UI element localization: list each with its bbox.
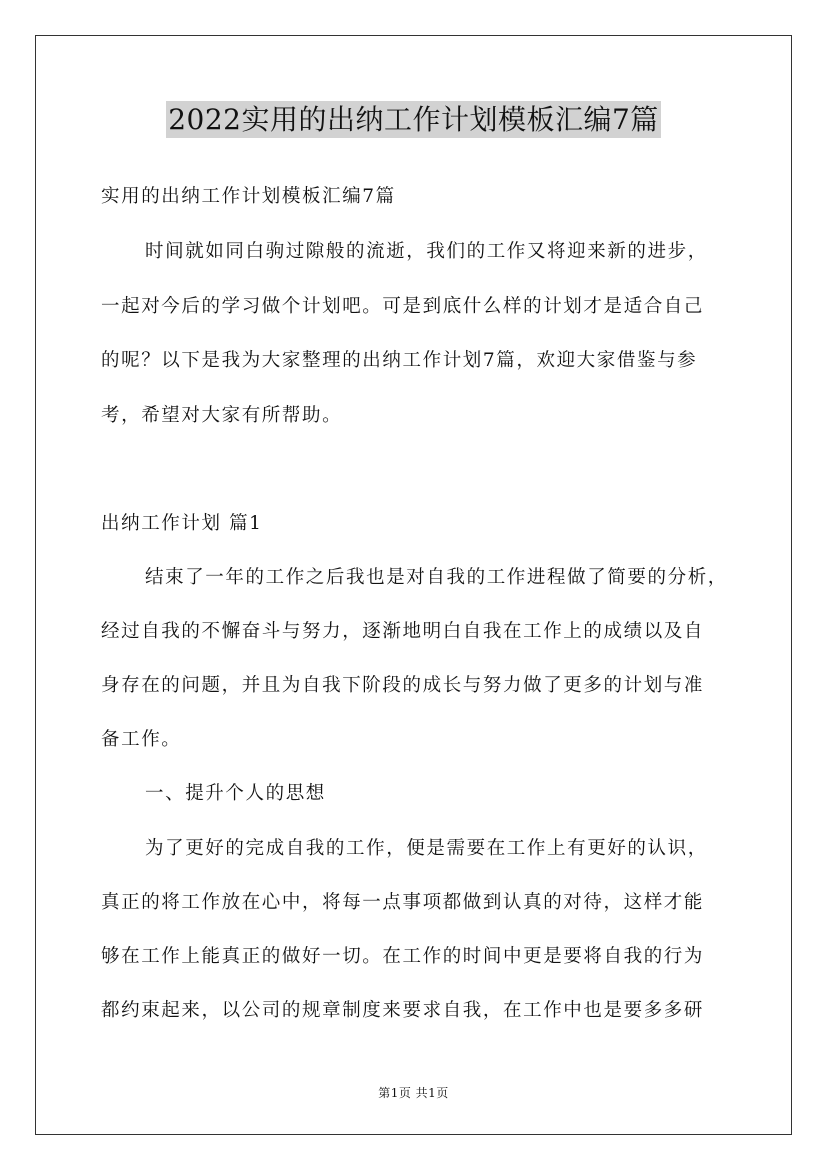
document-subtitle: 实用的出纳工作计划模板汇编7篇 <box>101 186 396 207</box>
para1-line-4: 备工作。 <box>101 729 182 750</box>
intro-line-1: 时间就如同白驹过隙般的流逝，我们的工作又将迎来新的进步， <box>145 241 708 262</box>
para2-line-3: 够在工作上能真正的做好一切。在工作的时间中更是要将自我的行为 <box>101 946 705 967</box>
para2-line-1: 为了更好的完成自我的工作，便是需要在工作上有更好的认识， <box>145 838 708 859</box>
para2-line-4: 都约束起来，以公司的规章制度来要求自我，在工作中也是要多多研 <box>101 1000 705 1021</box>
para1-line-3: 身存在的问题，并且为自我下阶段的成长与努力做了更多的计划与准 <box>101 675 705 696</box>
para2-line-2: 真正的将工作放在心中，将每一点事项都做到认真的对待，这样才能 <box>101 892 705 913</box>
document-title-row <box>0 102 827 138</box>
intro-line-3: 的呢？以下是我为大家整理的出纳工作计划7篇，欢迎大家借鉴与参 <box>101 350 698 371</box>
document-title: 2022实用的出纳工作计划模板汇编7篇 <box>168 103 659 136</box>
sub-heading: 一、提升个人的思想 <box>145 783 326 804</box>
para1-line-2: 经过自我的不懈奋斗与努力，逐渐地明白自我在工作上的成绩以及自 <box>101 621 705 642</box>
section-heading: 出纳工作计划 篇1 <box>101 513 263 534</box>
intro-line-4: 考，希望对大家有所帮助。 <box>101 405 343 426</box>
intro-line-2: 一起对今后的学习做个计划吧。可是到底什么样的计划才是适合自己 <box>101 296 705 317</box>
page-number: 第1页 共1页 <box>378 1086 449 1100</box>
para1-line-1: 结束了一年的工作之后我也是对自我的工作进程做了简要的分析， <box>145 567 728 588</box>
